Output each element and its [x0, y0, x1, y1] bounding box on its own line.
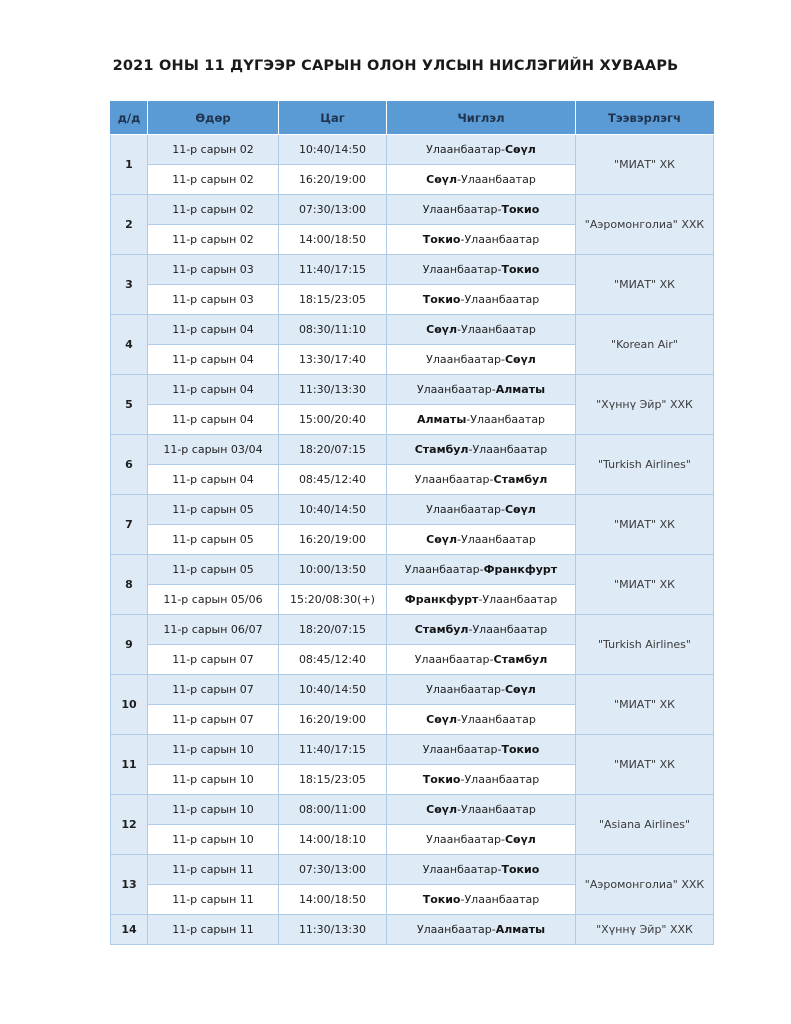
group-number-cell: 7	[111, 495, 148, 555]
date-cell: 11-р сарын 05	[148, 525, 279, 555]
schedule-table-body	[111, 135, 714, 945]
flight-row	[111, 675, 714, 705]
route-cell: Улаанбаатар-Сөүл	[387, 495, 576, 525]
group-number-cell: 10	[111, 675, 148, 735]
date-cell: 11-р сарын 05	[148, 495, 279, 525]
group-number-cell: 11	[111, 735, 148, 795]
route-cell: Улаанбаатар-Токио	[387, 255, 576, 285]
time-cell: 07:30/13:00	[279, 195, 387, 225]
route-cell: Токио-Улаанбаатар	[387, 885, 576, 915]
route-cell: Токио-Улаанбаатар	[387, 285, 576, 315]
time-cell: 14:00/18:10	[279, 825, 387, 855]
route-cell: Алматы-Улаанбаатар	[387, 405, 576, 435]
flight-row	[111, 135, 714, 165]
route-cell: Франкфурт-Улаанбаатар	[387, 585, 576, 615]
route-cell: Сөүл-Улаанбаатар	[387, 795, 576, 825]
carrier-cell: "Хүннү Эйр" ХХК	[576, 375, 714, 435]
group-number-cell: 6	[111, 435, 148, 495]
date-cell: 11-р сарын 10	[148, 795, 279, 825]
time-cell: 18:20/07:15	[279, 615, 387, 645]
flight-row	[111, 375, 714, 405]
route-cell: Улаанбаатар-Стамбул	[387, 465, 576, 495]
carrier-cell: "МИАТ" ХК	[576, 135, 714, 195]
date-cell: 11-р сарын 02	[148, 135, 279, 165]
date-cell: 11-р сарын 07	[148, 705, 279, 735]
date-cell: 11-р сарын 03	[148, 285, 279, 315]
date-cell: 11-р сарын 03	[148, 255, 279, 285]
time-cell: 10:40/14:50	[279, 135, 387, 165]
flight-row	[111, 495, 714, 525]
date-cell: 11-р сарын 06/07	[148, 615, 279, 645]
flight-row	[111, 615, 714, 645]
group-number-cell: 5	[111, 375, 148, 435]
flight-row	[111, 855, 714, 885]
column-header-carrier: Тээвэрлэгч	[576, 102, 714, 135]
route-cell: Токио-Улаанбаатар	[387, 765, 576, 795]
carrier-cell: "Аэромонголиа" ХХК	[576, 195, 714, 255]
date-cell: 11-р сарын 02	[148, 195, 279, 225]
date-cell: 11-р сарын 10	[148, 735, 279, 765]
flight-row	[111, 435, 714, 465]
route-cell: Сөүл-Улаанбаатар	[387, 165, 576, 195]
date-cell: 11-р сарын 03/04	[148, 435, 279, 465]
time-cell: 18:15/23:05	[279, 285, 387, 315]
time-cell: 10:40/14:50	[279, 675, 387, 705]
group-number-cell: 13	[111, 855, 148, 915]
carrier-cell: "Asiana Airlines"	[576, 795, 714, 855]
carrier-cell: "Turkish Airlines"	[576, 435, 714, 495]
route-cell: Сөүл-Улаанбаатар	[387, 705, 576, 735]
group-number-cell: 12	[111, 795, 148, 855]
column-header-date: Өдөр	[148, 102, 279, 135]
carrier-cell: "МИАТ" ХК	[576, 735, 714, 795]
route-cell: Улаанбаатар-Сөүл	[387, 825, 576, 855]
carrier-cell: "Turkish Airlines"	[576, 615, 714, 675]
date-cell: 11-р сарын 07	[148, 645, 279, 675]
flight-row	[111, 255, 714, 285]
route-cell: Стамбул-Улаанбаатар	[387, 615, 576, 645]
route-cell: Токио-Улаанбаатар	[387, 225, 576, 255]
carrier-cell: "Хүннү Эйр" ХХК	[576, 915, 714, 945]
time-cell: 16:20/19:00	[279, 525, 387, 555]
time-cell: 14:00/18:50	[279, 885, 387, 915]
flight-row	[111, 735, 714, 765]
flight-row	[111, 315, 714, 345]
date-cell: 11-р сарын 04	[148, 315, 279, 345]
route-cell: Улаанбаатар-Франкфурт	[387, 555, 576, 585]
group-number-cell: 4	[111, 315, 148, 375]
date-cell: 11-р сарын 05/06	[148, 585, 279, 615]
flight-row	[111, 555, 714, 585]
route-cell: Улаанбаатар-Сөүл	[387, 135, 576, 165]
flight-row	[111, 195, 714, 225]
date-cell: 11-р сарын 04	[148, 465, 279, 495]
time-cell: 18:20/07:15	[279, 435, 387, 465]
flight-schedule-table	[110, 101, 714, 945]
carrier-cell: "МИАТ" ХК	[576, 555, 714, 615]
time-cell: 11:30/13:30	[279, 375, 387, 405]
date-cell: 11-р сарын 05	[148, 555, 279, 585]
time-cell: 14:00/18:50	[279, 225, 387, 255]
flight-row	[111, 795, 714, 825]
time-cell: 13:30/17:40	[279, 345, 387, 375]
date-cell: 11-р сарын 02	[148, 165, 279, 195]
column-header-time: Цаг	[279, 102, 387, 135]
time-cell: 10:40/14:50	[279, 495, 387, 525]
time-cell: 16:20/19:00	[279, 165, 387, 195]
carrier-cell: "Korean Air"	[576, 315, 714, 375]
time-cell: 10:00/13:50	[279, 555, 387, 585]
carrier-cell: "Аэромонголиа" ХХК	[576, 855, 714, 915]
time-cell: 16:20/19:00	[279, 705, 387, 735]
date-cell: 11-р сарын 10	[148, 825, 279, 855]
carrier-cell: "МИАТ" ХК	[576, 495, 714, 555]
route-cell: Сөүл-Улаанбаатар	[387, 315, 576, 345]
time-cell: 08:30/11:10	[279, 315, 387, 345]
date-cell: 11-р сарын 11	[148, 885, 279, 915]
time-cell: 11:40/17:15	[279, 255, 387, 285]
route-cell: Улаанбаатар-Токио	[387, 855, 576, 885]
group-number-cell: 8	[111, 555, 148, 615]
route-cell: Улаанбаатар-Алматы	[387, 915, 576, 945]
table-header-row	[111, 102, 714, 135]
route-cell: Улаанбаатар-Сөүл	[387, 345, 576, 375]
time-cell: 11:30/13:30	[279, 915, 387, 945]
group-number-cell: 9	[111, 615, 148, 675]
group-number-cell: 2	[111, 195, 148, 255]
carrier-cell: "МИАТ" ХК	[576, 675, 714, 735]
route-cell: Улаанбаатар-Алматы	[387, 375, 576, 405]
route-cell: Улаанбаатар-Токио	[387, 735, 576, 765]
date-cell: 11-р сарын 10	[148, 765, 279, 795]
route-cell: Улаанбаатар-Сөүл	[387, 675, 576, 705]
group-number-cell: 1	[111, 135, 148, 195]
route-cell: Стамбул-Улаанбаатар	[387, 435, 576, 465]
date-cell: 11-р сарын 11	[148, 915, 279, 945]
route-cell: Сөүл-Улаанбаатар	[387, 525, 576, 555]
time-cell: 08:45/12:40	[279, 465, 387, 495]
route-cell: Улаанбаатар-Стамбул	[387, 645, 576, 675]
column-header-num: д/д	[111, 102, 148, 135]
group-number-cell: 3	[111, 255, 148, 315]
date-cell: 11-р сарын 11	[148, 855, 279, 885]
time-cell: 11:40/17:15	[279, 735, 387, 765]
route-cell: Улаанбаатар-Токио	[387, 195, 576, 225]
group-number-cell: 14	[111, 915, 148, 945]
time-cell: 07:30/13:00	[279, 855, 387, 885]
date-cell: 11-р сарын 07	[148, 675, 279, 705]
date-cell: 11-р сарын 02	[148, 225, 279, 255]
date-cell: 11-р сарын 04	[148, 375, 279, 405]
time-cell: 08:00/11:00	[279, 795, 387, 825]
page-title: 2021 ОНЫ 11 ДҮГЭЭР САРЫН ОЛОН УЛСЫН НИСЛЭГИЙН ХУВААРЬ	[112, 58, 679, 74]
date-cell: 11-р сарын 04	[148, 345, 279, 375]
time-cell: 15:20/08:30(+)	[279, 585, 387, 615]
flight-row	[111, 915, 714, 945]
date-cell: 11-р сарын 04	[148, 405, 279, 435]
time-cell: 18:15/23:05	[279, 765, 387, 795]
carrier-cell: "МИАТ" ХК	[576, 255, 714, 315]
time-cell: 15:00/20:40	[279, 405, 387, 435]
time-cell: 08:45/12:40	[279, 645, 387, 675]
column-header-route: Чиглэл	[387, 102, 576, 135]
